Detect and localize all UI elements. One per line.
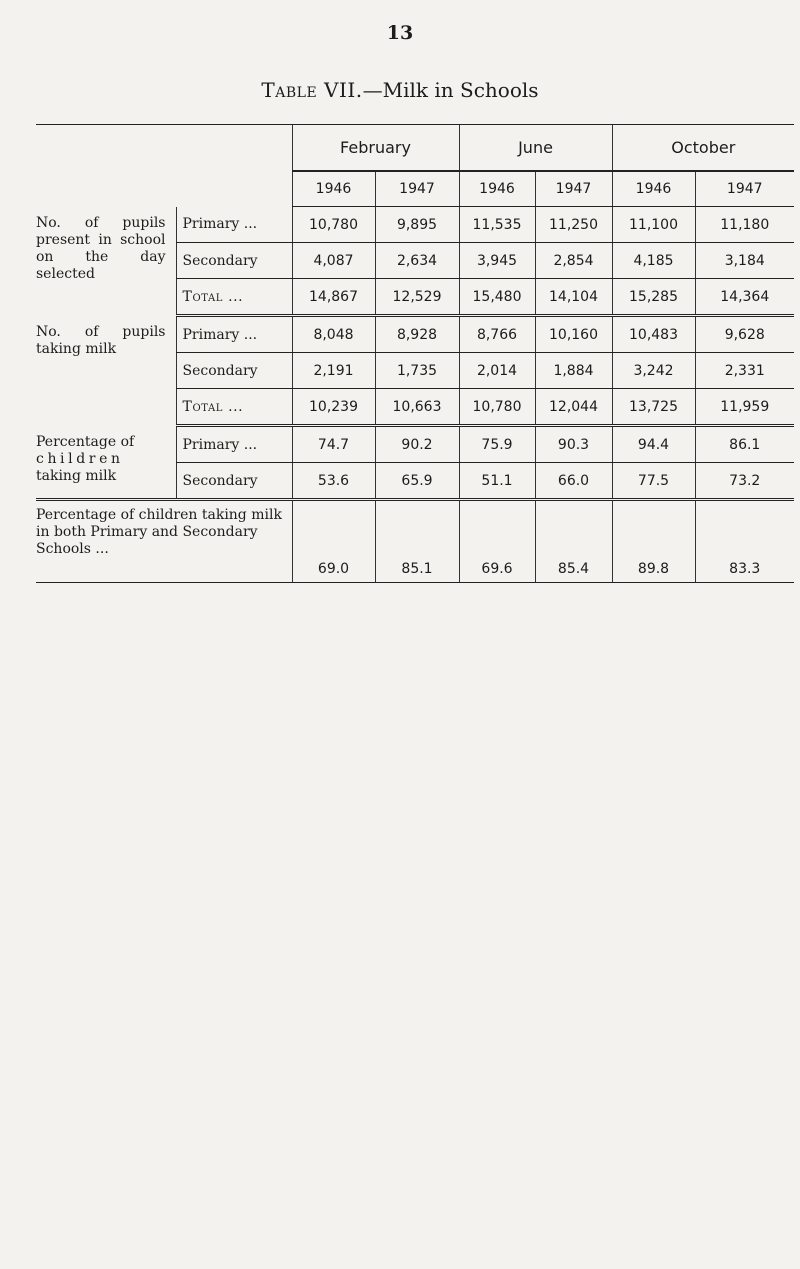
table-cell: 1,735 xyxy=(375,353,459,389)
table-cell: 12,044 xyxy=(535,389,612,426)
table-cell: 12,529 xyxy=(375,279,459,316)
table-cell: 3,242 xyxy=(612,353,695,389)
table-cell: 15,285 xyxy=(612,279,695,316)
row-group-label-line: Percentage of xyxy=(36,433,135,450)
row-type-label: Primary ... xyxy=(176,207,292,243)
table-cell: 66.0 xyxy=(535,463,612,500)
table-cell: 2,634 xyxy=(375,243,459,279)
table-cell: 3,945 xyxy=(459,243,535,279)
header-blank xyxy=(36,171,292,207)
row-group-label xyxy=(36,316,176,426)
table-cell: 13,725 xyxy=(612,389,695,426)
table-cell: 14,364 xyxy=(695,279,794,316)
milk-table-container xyxy=(36,124,794,583)
row-group-label-line: children xyxy=(36,450,124,467)
year-header: 1947 xyxy=(535,171,612,207)
year-header: 1946 xyxy=(459,171,535,207)
table-cell: 85.4 xyxy=(535,500,612,583)
row-type-label: Primary ... xyxy=(176,316,292,353)
month-header: February xyxy=(292,125,459,172)
table-cell: 8,766 xyxy=(459,316,535,353)
table-cell: 90.2 xyxy=(375,426,459,463)
table-cell: 83.3 xyxy=(695,500,794,583)
table-row xyxy=(36,207,794,243)
table-cell: 65.9 xyxy=(375,463,459,500)
year-header: 1947 xyxy=(375,171,459,207)
year-header: 1946 xyxy=(292,171,375,207)
table-title-rest: Milk in Schools xyxy=(382,78,539,102)
table-row xyxy=(36,316,794,353)
table-cell: 90.3 xyxy=(535,426,612,463)
table-cell: 11,959 xyxy=(695,389,794,426)
row-type-label: Total ... xyxy=(176,279,292,316)
row-group-label xyxy=(36,426,176,500)
month-header: October xyxy=(612,125,794,172)
table-cell: 2,191 xyxy=(292,353,375,389)
table-cell: 77.5 xyxy=(612,463,695,500)
table-cell: 8,048 xyxy=(292,316,375,353)
table-cell: 10,780 xyxy=(459,389,535,426)
overall-percentage-label: Percentage of children taking milk in both Primary and Secondary Schools ... xyxy=(36,500,292,583)
table-cell: 11,180 xyxy=(695,207,794,243)
table-cell: 2,014 xyxy=(459,353,535,389)
row-type-label: Secondary xyxy=(176,243,292,279)
table-cell: 69.0 xyxy=(292,500,375,583)
table-cell: 1,884 xyxy=(535,353,612,389)
table-cell: 3,184 xyxy=(695,243,794,279)
table-cell: 2,331 xyxy=(695,353,794,389)
table-cell: 10,483 xyxy=(612,316,695,353)
table-cell: 89.8 xyxy=(612,500,695,583)
row-group-label-text: No. of pupils taking milk xyxy=(36,323,166,357)
table-cell: 15,480 xyxy=(459,279,535,316)
table-title xyxy=(0,78,800,102)
table-cell: 51.1 xyxy=(459,463,535,500)
row-type-label: Primary ... xyxy=(176,426,292,463)
row-type-label: Secondary xyxy=(176,353,292,389)
table-row xyxy=(36,426,794,463)
table-cell: 10,663 xyxy=(375,389,459,426)
header-blank xyxy=(36,125,292,172)
table-title-prefix: Table VII. xyxy=(261,78,363,102)
table-cell: 9,628 xyxy=(695,316,794,353)
month-header-row xyxy=(36,125,794,172)
table-cell: 74.7 xyxy=(292,426,375,463)
page-number: 13 xyxy=(386,22,414,44)
table-cell: 73.2 xyxy=(695,463,794,500)
milk-in-schools-table xyxy=(36,124,794,583)
table-cell: 9,895 xyxy=(375,207,459,243)
month-header: June xyxy=(459,125,612,172)
table-cell: 8,928 xyxy=(375,316,459,353)
row-type-label: Secondary xyxy=(176,463,292,500)
table-cell: 94.4 xyxy=(612,426,695,463)
row-type-label: Total ... xyxy=(176,389,292,426)
table-cell: 53.6 xyxy=(292,463,375,500)
table-cell: 10,160 xyxy=(535,316,612,353)
row-group-label-line: taking milk xyxy=(36,467,117,484)
table-title-dash: — xyxy=(362,78,383,102)
row-group-label xyxy=(36,207,176,316)
table-cell: 14,867 xyxy=(292,279,375,316)
table-cell: 75.9 xyxy=(459,426,535,463)
table-cell: 14,104 xyxy=(535,279,612,316)
table-cell: 11,250 xyxy=(535,207,612,243)
year-header: 1947 xyxy=(695,171,794,207)
table-cell: 86.1 xyxy=(695,426,794,463)
table-cell: 10,239 xyxy=(292,389,375,426)
table-cell: 11,100 xyxy=(612,207,695,243)
year-header: 1946 xyxy=(612,171,695,207)
table-row-overall-percentage xyxy=(36,500,794,583)
row-group-label-text: No. of pupils present in school on the day selected xyxy=(36,214,166,282)
table-cell: 69.6 xyxy=(459,500,535,583)
table-cell: 10,780 xyxy=(292,207,375,243)
year-header-row xyxy=(36,171,794,207)
table-cell: 85.1 xyxy=(375,500,459,583)
table-cell: 4,087 xyxy=(292,243,375,279)
table-cell: 11,535 xyxy=(459,207,535,243)
table-cell: 4,185 xyxy=(612,243,695,279)
table-cell: 2,854 xyxy=(535,243,612,279)
